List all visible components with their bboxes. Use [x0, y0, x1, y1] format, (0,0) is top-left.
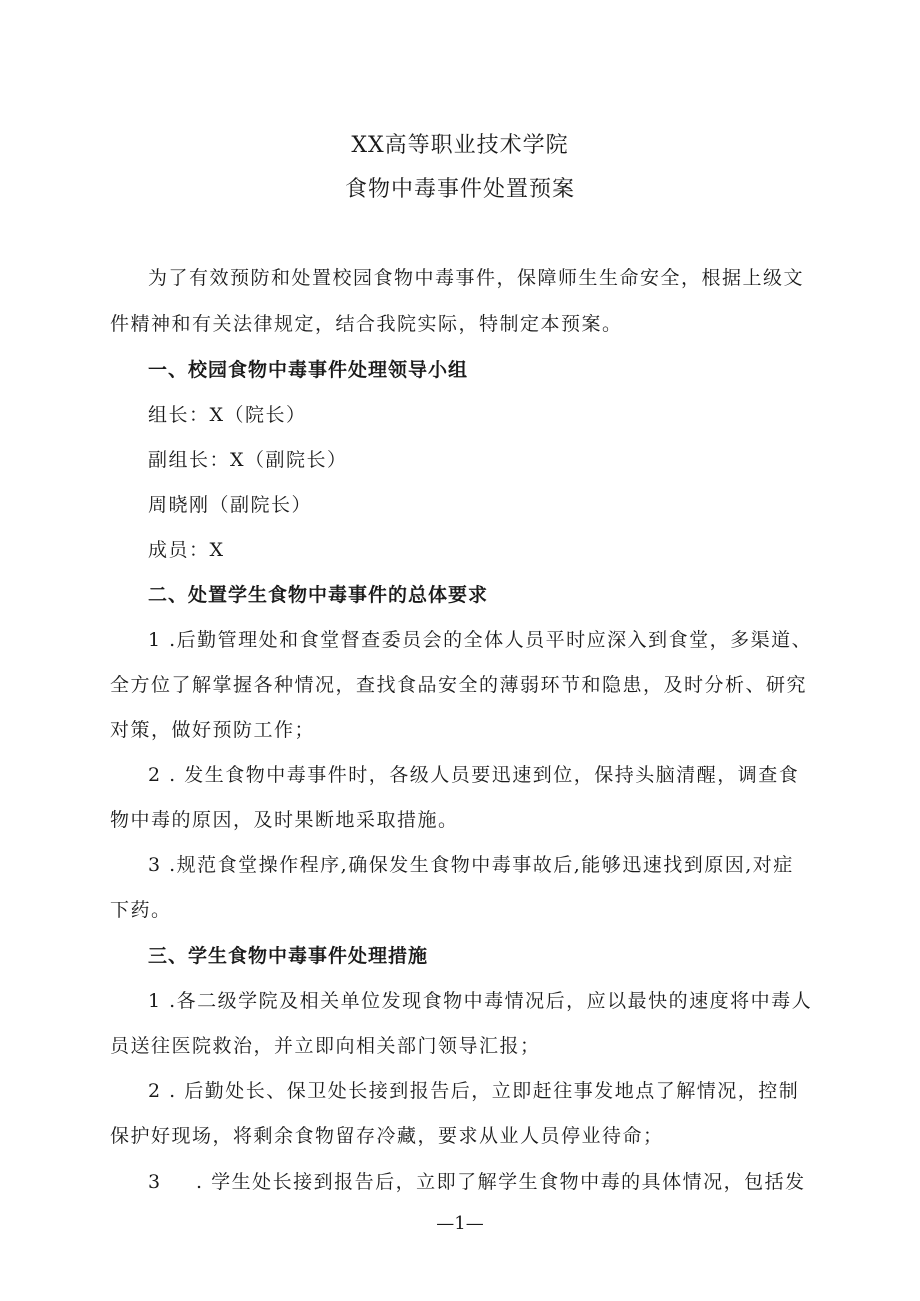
section-3-heading: 三、学生食物中毒事件处理措施 — [148, 945, 429, 967]
s3-item1-line1: 1 .各二级学院及相关单位发现食物中毒情况后，应以最快的速度将中毒人 — [148, 990, 813, 1012]
deputy-line-2: 周晓刚（副院长） — [148, 494, 313, 516]
s2-item1-line3: 对策，做好预防工作； — [110, 719, 316, 741]
s2-item2-line1: 2 . 发生食物中毒事件时，各级人员要迅速到位，保持头脑清醒，调查食 — [148, 764, 800, 786]
section-2-heading: 二、处置学生食物中毒事件的总体要求 — [148, 584, 489, 606]
members-line: 成员：X — [148, 539, 225, 561]
s3-item2-line2: 保护好现场，将剩余食物留存冷藏，要求从业人员停业待命； — [110, 1125, 664, 1147]
section-1-heading: 一、校园食物中毒事件处理领导小组 — [148, 359, 469, 381]
intro-line-2: 件精神和有关法律规定，结合我院实际，特制定本预案。 — [110, 313, 623, 335]
s2-item1-line2: 全方位了解掌握各种情况，查找食品安全的薄弱环节和隐患，及时分析、研究 — [110, 674, 808, 696]
s3-item1-line2: 员送往医院救治，并立即向相关部门领导汇报； — [110, 1035, 541, 1057]
s3-item3-line1 — [148, 1167, 810, 1194]
deputy-line: 副组长：X（副院长） — [148, 449, 348, 471]
s3-item2-line1: 2 . 后勤处长、保卫处长接到报告后，立即赶往事发地点了解情况，控制 — [148, 1080, 800, 1102]
document-subtitle: 食物中毒事件处置预案 — [344, 177, 575, 202]
s2-item3-line1: 3 .规范食堂操作程序,确保发生食物中毒事故后,能够迅速找到原因,对症 — [148, 854, 794, 876]
s3-item3-text: . 学生处长接到报告后，立即了解学生食物中毒的具体情况，包括发 — [196, 1171, 806, 1193]
leader-line: 组长：X（院长） — [148, 404, 307, 426]
s2-item2-line2: 物中毒的原因，及时果断地采取措施。 — [110, 809, 459, 831]
s2-item1-line1: 1 .后勤管理处和食堂督查委员会的全体人员平时应深入到食堂，多渠道、 — [148, 629, 813, 651]
intro-line-1: 为了有效预防和处置校园食物中毒事件，保障师生生命安全，根据上级文 — [148, 267, 805, 289]
page-number: —1— — [436, 1213, 484, 1234]
s3-item3-number: 3 — [148, 1171, 162, 1193]
s2-item3-line2: 下药。 — [110, 899, 172, 921]
document-title: XX高等职业技术学院 — [351, 133, 569, 158]
